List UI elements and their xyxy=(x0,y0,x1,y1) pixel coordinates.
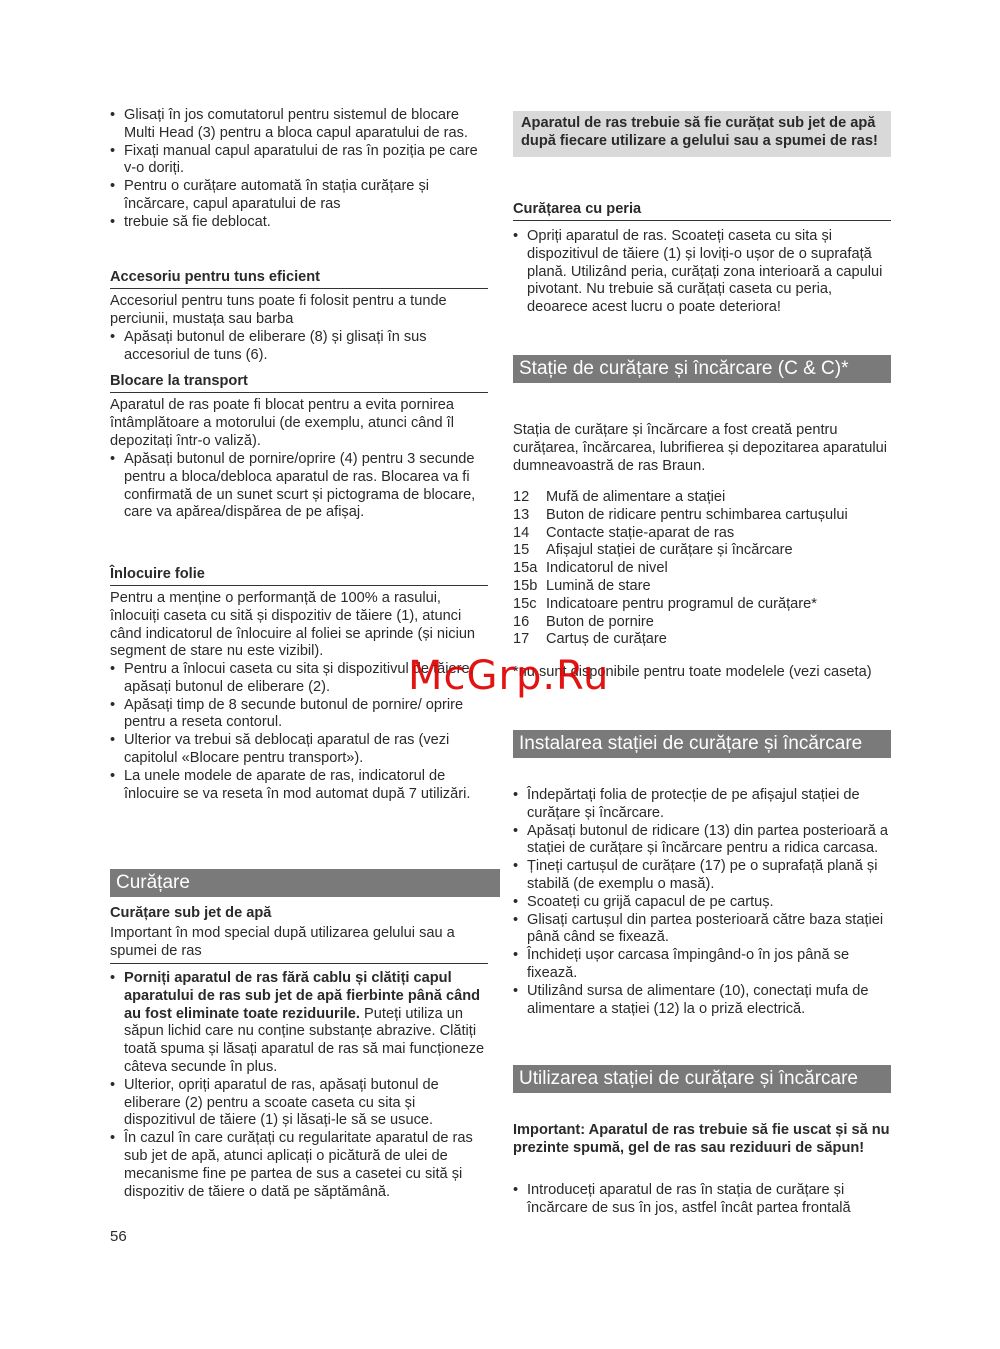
section-heading-accesoriu: Accesoriu pentru tuns eficient xyxy=(110,269,488,289)
watermark-logo: McGrp.Ru xyxy=(408,653,610,699)
part-number: 14 xyxy=(513,524,530,541)
list-item xyxy=(513,614,891,632)
part-label: Afișajul stației de curățare și încărcare xyxy=(546,542,793,559)
list-item: • Pentru o curățare automată în stația curățare și încărcare, capul aparatului de ras xyxy=(110,178,488,214)
section-heading-blocare: Blocare la transport xyxy=(110,373,488,393)
page-number: 56 xyxy=(110,1228,127,1245)
curatare-subheading: Curățare sub jet de apă xyxy=(110,905,272,921)
section-banner-curatare: Curățare xyxy=(110,869,500,897)
part-label: Buton de ridicare pentru schimbarea cartușului xyxy=(546,506,848,523)
instalarea-list xyxy=(513,787,891,1018)
list-item xyxy=(513,542,891,560)
peria-list xyxy=(513,228,891,317)
part-label: Buton de pornire xyxy=(546,613,654,630)
top-bullet-list xyxy=(110,107,488,232)
list-item: • Utilizând sursa de alimentare (10), conectați mufa de alimentare a stației (12) la o priză electrică. xyxy=(513,983,891,1019)
section-heading-inlocuire: Înlocuire folie xyxy=(110,566,488,586)
body-text: Puteți utiliza un săpun lichid care nu conține substanțe abrazive. Clătiți toată spuma și lăsați aparatul de ras să mai funcționeze câteva secunde în plus. xyxy=(124,1005,485,1075)
part-label: Lumină de stare xyxy=(546,577,651,594)
part-number: 12 xyxy=(513,489,530,505)
list-item: • Țineți cartușul de curățare (17) pe o suprafață plană și stabilă (de exemplu o masă). xyxy=(513,858,891,894)
list-item: • Apăsați butonul de ridicare (13) din partea posterioară a stației de curățare și încărcare pentru a ridica carcasa. xyxy=(513,823,891,859)
list-item xyxy=(513,507,891,525)
part-number: 15b xyxy=(513,577,538,594)
list-item xyxy=(513,560,891,578)
blocare-list xyxy=(110,451,488,522)
list-item: • Pentru a înlocui caseta cu sita și dispozitivul de tăiere, apăsați butonul de eliberare (2). xyxy=(110,661,488,697)
part-label: Indicatoare pentru programul de curățare* xyxy=(546,595,817,612)
list-item: • Apăsați timp de 8 secunde butonul de pornire/ oprire pentru a reseta contorul. xyxy=(110,697,488,733)
part-label: Contacte stație-aparat de ras xyxy=(546,524,735,541)
list-item xyxy=(110,970,488,1077)
part-label: Indicatorul de nivel xyxy=(546,560,668,577)
list-item: • Apăsați butonul de eliberare (8) și glisați în sus accesoriul de tuns (6). xyxy=(110,329,488,365)
list-item: • Fixați manual capul aparatului de ras în poziția pe care v-o doriți. xyxy=(110,143,488,179)
curatare-important: Important în mod special după utilizarea gelului sau a spumei de ras xyxy=(110,925,488,964)
emphasis-text: Porniți aparatul de ras fără cablu și clătiți capul aparatului de ras sub jet de apă fierbinte până când au fost eliminate toate reziduurile. xyxy=(124,970,481,1022)
list-item: • Scoateți cu grijă capacul de pe cartuș. xyxy=(513,894,891,912)
part-number: 16 xyxy=(513,613,530,630)
warning-note-box: Aparatul de ras trebuie să fie curățat sub jet de apă după fiecare utilizare a gelului sau a spumei de ras! xyxy=(513,111,891,157)
section-banner-statie: Stație de curățare și încărcare (C & C)* xyxy=(513,355,891,383)
list-item xyxy=(513,631,891,649)
parts-list xyxy=(513,489,891,649)
list-item: • În cazul în care curățați cu regularitate aparatul de ras sub jet de apă, atunci aplicați o picătură de ulei de mecanisme fine pe partea de sus a casetei cu sită și dispozitiv de tăiere o dată pe săptămână. xyxy=(110,1130,488,1201)
list-item xyxy=(513,596,891,614)
list-item: • Ulterior va trebui să deblocați aparatul de ras (vezi capitolul «Blocare pentru transport»). xyxy=(110,732,488,768)
inlocuire-text: Pentru a menține o performanță de 100% a rasului, înlocuiți caseta cu sită și dispozitiv de tăiere (1), atunci când indicatorul de înlocuire al foliei se aprinde (și niciun segment de stare nu este vizibil). xyxy=(110,590,476,660)
list-item xyxy=(513,578,891,596)
accesoriu-list xyxy=(110,329,488,365)
curatare-list xyxy=(110,970,488,1201)
section-banner-instalarea: Instalarea stației de curățare și încărcare xyxy=(513,730,891,758)
list-item: • Opriți aparatul de ras. Scoateți caseta cu sita și dispozitivul de tăiere (1) și loviți-o ușor de o suprafață plană. Utilizând peria, curățați zona interioară a capului pivotant. Nu trebuie să curățați caseta cu peria, deoarece acest lucru o poate deteriora! xyxy=(513,228,891,317)
part-number: 15 xyxy=(513,542,530,559)
list-item: • Glisați în jos comutatorul pentru sistemul de blocare Multi Head (3) pentru a bloca capul aparatului de ras. xyxy=(110,107,488,143)
list-item xyxy=(513,525,891,543)
list-item: • Ulterior, opriți aparatul de ras, apăsați butonul de eliberare (2) pentru a scoate caseta cu sita și dispozitivul de tăiere (1) și lăsați-le să se usuce. xyxy=(110,1077,488,1130)
list-item: • trebuie să fie deblocat. xyxy=(110,214,488,232)
part-label: Cartuș de curățare xyxy=(546,631,667,648)
list-item: • La unele modele de aparate de ras, indicatorul de înlocuire se va reseta în mod automat după 7 utilizări. xyxy=(110,768,488,804)
list-item: • Îndepărtați folia de protecție de pe afișajul stației de curățare și încărcare. xyxy=(513,787,891,823)
section-banner-utilizarea: Utilizarea stației de curățare și încărcare xyxy=(513,1065,891,1093)
blocare-text: Aparatul de ras poate fi blocat pentru a evita pornirea întâmplătoare a motorului (de exemplu, atunci când îl depozitați într-o valiză). xyxy=(110,397,454,449)
list-item: • Introduceți aparatul de ras în stația de curățare și încărcare de sus în jos, astfel încât partea frontală xyxy=(513,1182,891,1218)
utilizarea-list xyxy=(513,1182,891,1218)
part-number: 15a xyxy=(513,560,538,577)
list-item xyxy=(513,489,891,507)
list-item: • Glisați cartușul din partea posterioară către baza stației până când se fixează. xyxy=(513,912,891,948)
footnote: *nu sunt disponibile pentru toate modelele (vezi caseta) xyxy=(513,664,872,680)
part-label: Mufă de alimentare a stației xyxy=(546,489,726,505)
part-number: 13 xyxy=(513,506,530,523)
list-item: • Apăsați butonul de pornire/oprire (4) pentru 3 secunde pentru a bloca/debloca aparatul de ras. Blocarea va fi confirmată de un sunet scurt și pictograma de blocare, care va apărea/dispărea de pe afișaj. xyxy=(110,451,488,522)
section-heading-peria: Curățarea cu peria xyxy=(513,201,891,221)
statie-text: Stația de curățare și încărcare a fost creată pentru curățarea, încărcarea, lubrifierea și depozitarea aparatului dumneavoastră de ras Braun. xyxy=(513,422,887,474)
part-number: 15c xyxy=(513,595,537,612)
accesoriu-text: Accesoriul pentru tuns poate fi folosit pentru a tunde perciunii, mustața sau barba xyxy=(110,293,447,327)
utilizarea-important: Important: Aparatul de ras trebuie să fie uscat și să nu prezinte spumă, gel de ras sau reziduuri de săpun! xyxy=(513,1122,890,1156)
part-number: 17 xyxy=(513,631,530,648)
list-item: • Închideți ușor carcasa împingând-o în jos până se fixează. xyxy=(513,947,891,983)
